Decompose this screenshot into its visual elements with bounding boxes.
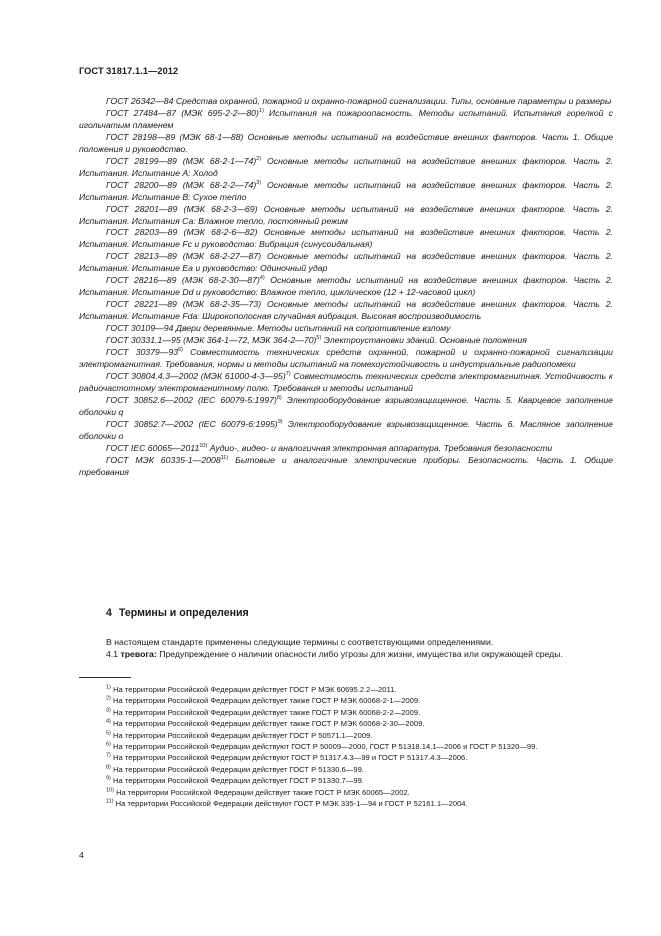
term-text: Предупреждение о наличии опасности либо угрозы для жизни, имущества или окружающей среды. — [159, 649, 563, 659]
footnote: $^{6)}$ На территории Российской Федерации действуют ГОСТ Р 50009—2000, ГОСТ Р 51318.14.1—2006 и ГОСТ Р 51320—99. — [106, 741, 538, 752]
reference-item: ГОСТ 30852.6—2002 (IEC 60079-5:1997)$^{8)}$ Электрооборудование взрывозащищенное. Часть 5. Кварцевое заполнение оболочки q — [79, 394, 613, 417]
term-name: тревога: — [120, 649, 157, 659]
footnote: $^{8)}$ На территории Российской Федерации действует ГОСТ Р 51330.6—99. — [106, 764, 364, 774]
footnote: $^{10)}$ На территории Российской Федерации действует также ГОСТ Р МЭК 60065—2002. — [106, 787, 410, 797]
reference-item: ГОСТ 26342—84 Средства охранной, пожарной и охранно-пожарной сигнализации. Типы, основные параметры и размеры — [106, 96, 612, 106]
section-body — [79, 636, 613, 660]
footnote: $^{2)}$ На территории Российской Федерации действует также ГОСТ Р МЭК 60068-2-1—2009. — [106, 695, 421, 706]
footnote: $^{11)}$ На территории Российской Федерации действуют ГОСТ Р МЭК 335-1—94 и ГОСТ Р 52161.1—2004. — [106, 798, 468, 809]
term-number: 4.1 — [106, 649, 119, 659]
footnote-separator — [79, 677, 131, 678]
reference-item: ГОСТ 28201—89 (МЭК 68-2-3—69) Основные методы испытаний на воздействие внешних факторов. Часть 2. Испытания. Испытания Са: Влажное тепло, постоянный режим — [79, 203, 613, 226]
section-heading — [106, 607, 249, 619]
reference-item: ГОСТ 28200—89 (МЭК 68-2-2—74)$^{3)}$ Основные методы испытаний на воздействие внешних факторов. Часть 2. Испытания. Испытание В: Сухое тепло — [79, 179, 613, 202]
page-number: 4 — [79, 850, 84, 860]
footnote: $^{4)}$ На территории Российской Федерации действует также ГОСТ Р МЭК 60068-2-30—2009. — [106, 718, 425, 729]
footnote: $^{3)}$ На территории Российской Федерации действует также ГОСТ Р МЭК 60068-2-2—2009. — [106, 707, 421, 717]
footnote: $^{9)}$ На территории Российской Федерации действует ГОСТ Р 51330.7—99. — [106, 775, 364, 786]
footnote: $^{7)}$ На территории Российской Федерации действуют ГОСТ Р 51317.4.3—99 и ГОСТ Р 51317.4.3—2006. — [106, 752, 468, 763]
section-title: Термины и определения — [118, 607, 249, 619]
reference-item: ГОСТ 28213—89 (МЭК 68-2-27—87) Основные методы испытаний на воздействие внешних факторов. Часть 2. Испытания. Испытание Еа и руководство: Одиночный удар — [79, 251, 613, 274]
footnotes — [79, 684, 613, 809]
reference-item: ГОСТ 28216—89 (МЭК 68-2-30—87)$^{4)}$ Основные методы испытаний на воздействие внешних факторов. Часть 2. Испытания. Испытание Dd и руководство: Влажное тепло, циклическое (12 + 12-часовой цикл) — [79, 275, 613, 298]
document-header: ГОСТ 31817.1.1—2012 — [79, 66, 179, 76]
intro-paragraph: В настоящем стандарте применены следующие термины с соответствующими определениями. — [106, 637, 494, 647]
footnote: $^{5)}$ На территории Российской Федерации действует ГОСТ Р 50571.1—2009. — [106, 730, 373, 740]
reference-item: ГОСТ МЭК 60335-1—2008$^{11)}$ Бытовые и аналогичные электрические приборы. Безопасность. Часть 1. Общие требования — [79, 454, 613, 477]
normative-references — [79, 96, 613, 479]
reference-item: ГОСТ 30804.4.3—2002 (МЭК 61000-4-3—95)$^{7)}$ Совместимость технических средств электромагнитная. Устойчивость к радиочастотному электромагнитному полю. Требования и методы испытаний — [79, 370, 613, 393]
reference-item: ГОСТ 28199—89 (МЭК 68-2-1—74)$^{2)}$ Основные методы испытаний на воздействие внешних факторов. Часть 2. Испытания. Испытание А: Холод — [79, 155, 613, 178]
term-definition — [79, 648, 613, 660]
reference-item: ГОСТ 27484—87 (МЭК 695-2-2—80)$^{1)}$ Испытания на пожароопасность. Методы испытаний. Испытания горелкой с игольчатым пламенем — [79, 107, 613, 130]
reference-item: ГОСТ 30379—93$^{6)}$ Совместимость технических средств охранной, пожарной и охранно-пожарной сигнализации электромагнитная. Требования, нормы и методы испытаний на помехоустойчивость и индустриальные радиопомехи — [79, 347, 613, 369]
reference-item: ГОСТ 30331.1—95 (МЭК 364-1—72, МЭК 364-2—70)$^{5)}$ Электроустановки зданий. Основные положения — [106, 335, 527, 346]
reference-item: ГОСТ IEC 60065—2011$^{10)}$ Аудио-, видео- и аналогичная электронная аппаратура. Требования безопасности — [106, 442, 553, 453]
reference-item: ГОСТ 28198—89 (МЭК 68-1—88) Основные методы испытаний на воздействие внешних факторов. Часть 1. Общие положения и руководство. — [79, 131, 613, 154]
reference-item: ГОСТ 28221—89 (МЭК 68-2-35—73) Основные методы испытаний на воздействие внешних факторов. Часть 2. Испытания. Испытание Fda: Широкополосная случайная вибрация. Высокая воспроизводимость — [79, 299, 613, 322]
reference-item: ГОСТ 30852.7—2002 (IEC 60079-6:1995)$^{9)}$ Электрооборудование взрывозащищенное. Часть 6. Масляное заполнение оболочки o — [79, 418, 613, 441]
footnote: $^{1)}$ На территории Российской Федерации действует ГОСТ Р МЭК 60695.2.2—2011. — [106, 684, 397, 694]
reference-item: ГОСТ 28203—89 (МЭК 68-2-6—82) Основные методы испытаний на воздействие внешних факторов. Часть 2. Испытания. Испытание Fc и руководство: Вибрация (синусоидальная) — [79, 227, 613, 250]
reference-item: ГОСТ 30109—94 Двери деревянные. Методы испытаний на сопротивление взлому — [106, 323, 451, 334]
section-number: 4 — [106, 607, 112, 619]
